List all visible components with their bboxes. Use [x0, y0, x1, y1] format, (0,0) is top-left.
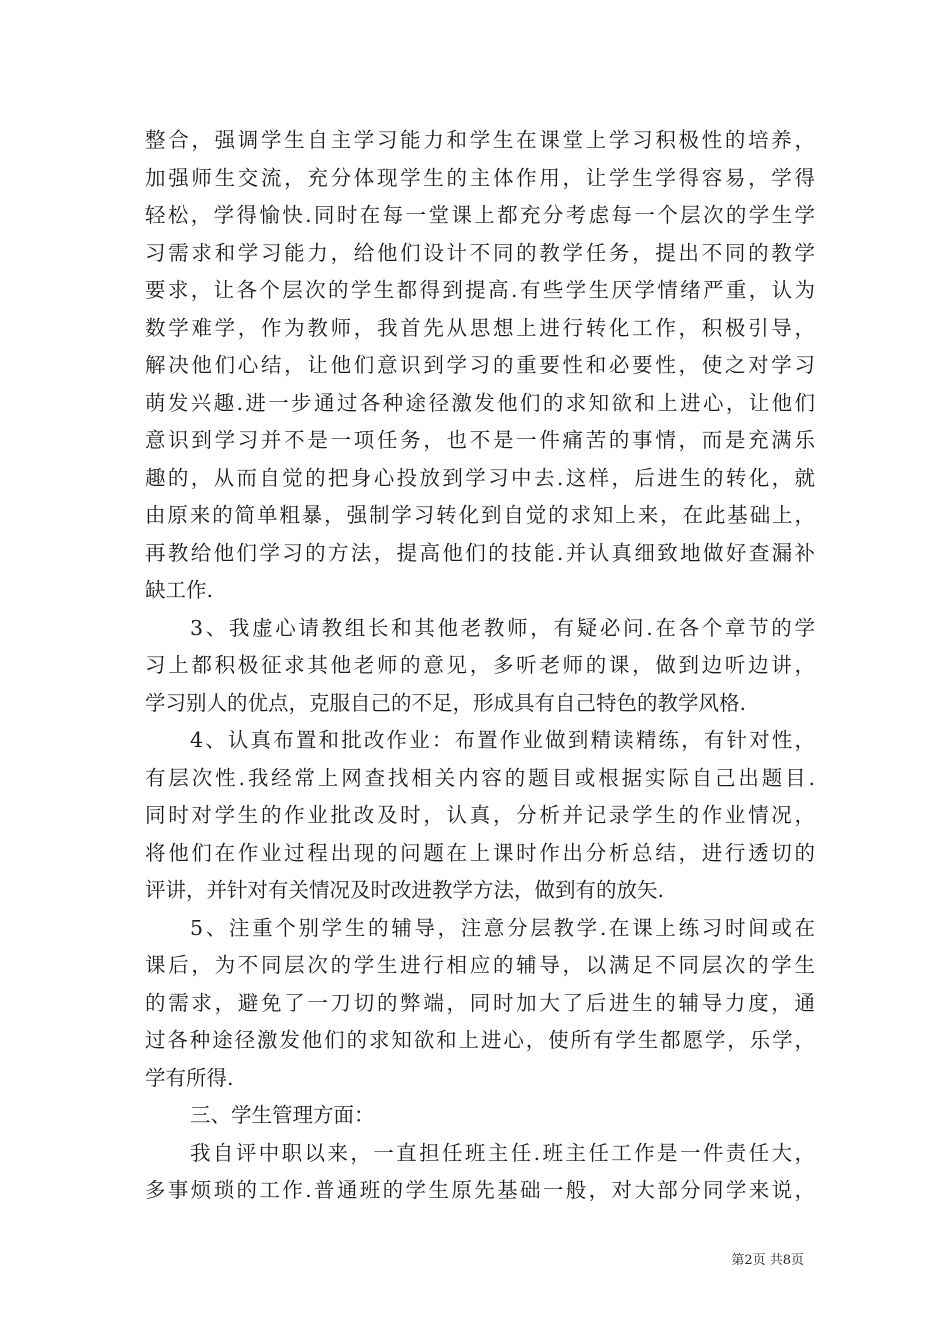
text-line: 4、认真布置和批改作业：布置作业做到精读精练，有针对性，: [190, 728, 815, 752]
text-line: 意识到学习并不是一项任务，也不是一件痛苦的事情，而是充满乐: [145, 428, 815, 452]
text-line: 学有所得.: [145, 1065, 234, 1090]
text-line: 课后，为不同层次的学生进行相应的辅导，以满足不同层次的学生: [145, 953, 815, 977]
text-line: 解决他们心结，让他们意识到学习的重要性和必要性，使之对学习: [145, 353, 815, 377]
text-line: 有层次性.我经常上网查找相关内容的题目或根据实际自己出题目.: [145, 765, 815, 790]
text-line: 数学难学，作为教师，我首先从思想上进行转化工作，积极引导，: [145, 315, 815, 340]
text-line: 整合，强调学生自主学习能力和学生在课堂上学习积极性的培养，: [145, 128, 815, 152]
text-line: 学习别人的优点，克服自己的不足，形成具有自己特色的教学风格.: [145, 690, 747, 715]
text-line: 过各种途径激发他们的求知欲和上进心，使所有学生都愿学，乐学，: [145, 1028, 815, 1052]
text-line: 3、我虚心请教组长和其他老教师，有疑必问.在各个章节的学: [190, 615, 815, 640]
text-line: 加强师生交流，充分体现学生的主体作用，让学生学得容易，学得: [145, 165, 815, 190]
text-line: 三、学生管理方面：: [190, 1103, 375, 1127]
text-line: 我自评中职以来，一直担任班主任.班主任工作是一件责任大，: [190, 1140, 815, 1165]
text-line: 的需求，避免了一刀切的弊端，同时加大了后进生的辅导力度，通: [145, 990, 815, 1015]
text-line: 评讲，并针对有关情况及时改进教学方法，做到有的放矢.: [145, 878, 665, 902]
text-line: 习需求和学习能力，给他们设计不同的教学任务，提出不同的教学: [145, 240, 815, 265]
text-line: 趣的，从而自觉的把身心投放到学习中去.这样，后进生的转化，就: [145, 465, 815, 490]
text-line: 轻松，学得愉快.同时在每一堂课上都充分考虑每一个层次的学生学: [145, 203, 815, 227]
text-line: 多事烦琐的工作.普通班的学生原先基础一般，对大部分同学来说，: [145, 1178, 815, 1202]
text-line: 由原来的简单粗暴，强制学习转化到自觉的求知上来，在此基础上，: [145, 503, 815, 527]
text-line: 要求，让各个层次的学生都得到提高.有些学生厌学情绪严重，认为: [145, 278, 815, 302]
text-line: 同时对学生的作业批改及时，认真，分析并记录学生的作业情况，: [145, 803, 815, 827]
text-line: 将他们在作业过程出现的问题在上课时作出分析总结，进行透切的: [145, 840, 815, 865]
text-line: 习上都积极征求其他老师的意见，多听老师的课，做到边听边讲，: [145, 653, 815, 677]
text-line: 再教给他们学习的方法，提高他们的技能.并认真细致地做好查漏补: [145, 540, 815, 565]
body-text: [145, 122, 815, 1210]
text-line: 5、注重个别学生的辅导，注意分层教学.在课上练习时间或在: [190, 915, 815, 940]
text-line: 缺工作.: [145, 578, 214, 602]
text-line: 萌发兴趣.进一步通过各种途径激发他们的求知欲和上进心，让他们: [145, 390, 815, 415]
page-footer: 第2页 共8页: [731, 1253, 804, 1268]
